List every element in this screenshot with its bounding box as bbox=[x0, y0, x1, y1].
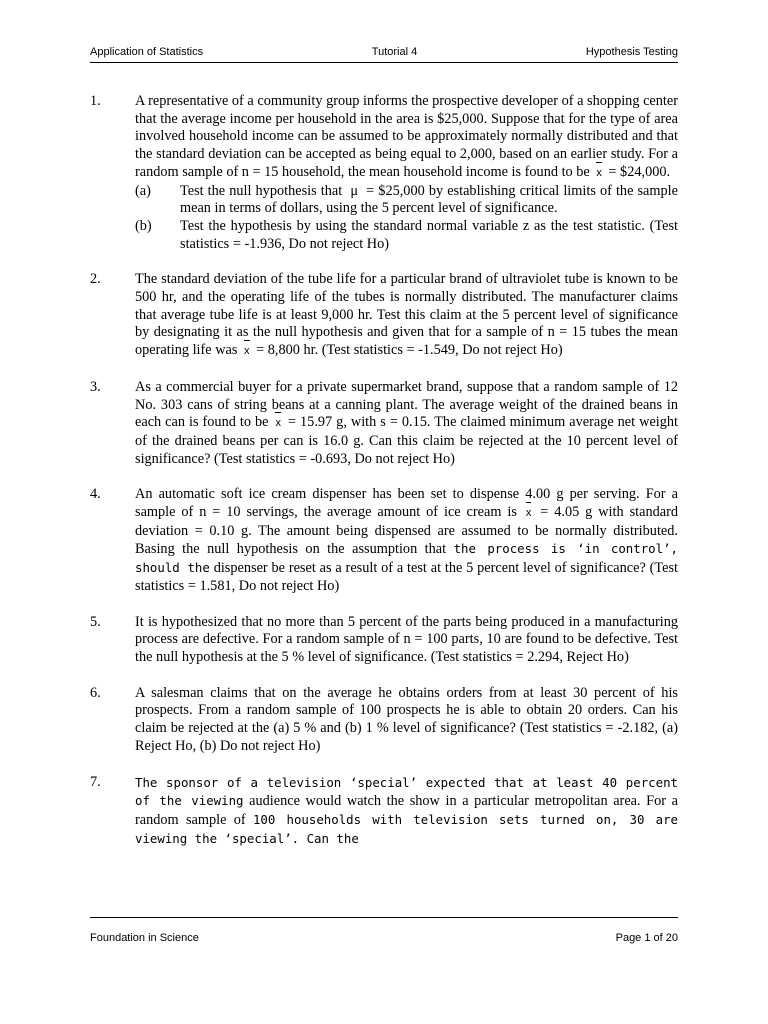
question-number: 4. bbox=[90, 486, 101, 503]
question-text-cont: = $24,000. bbox=[608, 163, 671, 180]
page-footer bbox=[90, 932, 678, 944]
question-text-cont: = 8,800 hr. (Test statistics = -1.549, Do not reject Ho) bbox=[256, 342, 563, 359]
header-divider bbox=[90, 62, 678, 63]
x-bar-symbol: x bbox=[593, 165, 605, 183]
question-text-cont: = 4.05 g with standard deviation = 0.10 g. The amount being dispensed are assumed to be normally distributed. Basing the null hypothesis on the assumption that bbox=[135, 504, 678, 558]
part-a bbox=[135, 183, 678, 218]
question-2 bbox=[90, 271, 678, 361]
question-4 bbox=[90, 486, 678, 595]
question-text-cont: = 15.97 g, with s = 0.15. The claimed minimum average net weight of the drained beans per can is 16.0 g. Can this claim be rejected at the 10 percent level of significance? (Test statistics = -0.693, Do not reject Ho) bbox=[135, 414, 679, 467]
question-text-end: dispenser be reset as a result of a test at the 5 percent level of significance? (Test statistics = 1.581, Do not reject Ho) bbox=[135, 560, 678, 594]
question-5 bbox=[90, 614, 678, 667]
question-number: 3. bbox=[90, 378, 101, 395]
part-text: Test the hypothesis by using the standard normal variable z as the test statistic. (Test statistics = -1.936, Do not reject Ho) bbox=[180, 217, 678, 252]
question-number: 7. bbox=[90, 773, 101, 790]
question-text: It is hypothesized that no more than 5 percent of the parts being produced in a manufacturing process are defective. For a random sample of n = 100 parts, 10 are found to be defective. Test the null hypothesis at the 5 % level of significance. (Test statistics = 2.294, Reject Ho) bbox=[135, 613, 678, 665]
x-bar-symbol: x bbox=[241, 343, 253, 361]
header-course: Application of Statistics bbox=[90, 46, 204, 58]
part-label: (b) bbox=[135, 217, 152, 234]
question-1 bbox=[90, 93, 678, 253]
question-number: 2. bbox=[90, 271, 101, 288]
question-text-mono: the process is ‘in control’, should the bbox=[135, 541, 679, 576]
question-text-mono: The sponsor of a television ‘special’ expected that at least 40 percent of the viewing bbox=[135, 774, 678, 809]
page-number: Page 1 of 20 bbox=[615, 932, 678, 944]
question-text-mono-cont: 100 households with television sets turned on, 30 are viewing the ‘special’. Can the bbox=[135, 811, 679, 846]
footer-divider bbox=[90, 917, 678, 918]
header-tutorial: Tutorial 4 bbox=[371, 46, 418, 58]
x-bar-symbol: x bbox=[272, 415, 284, 433]
question-text: audience would watch the show in a particular metropolitan area. For a random sample of bbox=[135, 793, 678, 828]
question-text: An automatic soft ice cream dispenser has been set to dispense 4.00 g per serving. For a sample of n = 10 servings, the average amount of ice cream is bbox=[135, 486, 678, 521]
question-text: A representative of a community group informs the prospective developer of a shopping center that the average income per household in the area is $25,000. Suppose that for the type of area involved household income can be assumed to be approximately normally distributed and that the standard deviation can be accepted as being equal to 2,000, based on an earlier study. For a random sample of n = 15 household, the mean household income is found to be bbox=[135, 93, 678, 180]
footer-program: Foundation in Science bbox=[90, 932, 199, 944]
part-text-cont: = $25,000 by establishing critical limits of the sample mean in terms of dollars, using the 5 percent level of significance. bbox=[180, 182, 678, 217]
part-text: Test the null hypothesis that bbox=[180, 182, 343, 199]
x-bar-symbol: x bbox=[523, 505, 535, 523]
header-topic: Hypothesis Testing bbox=[585, 46, 678, 58]
question-number: 1. bbox=[90, 93, 101, 109]
mu-symbol: μ bbox=[350, 182, 359, 199]
question-text: As a commercial buyer for a private supermarket brand, suppose that a random sample of 12 No. 303 cans of string beans at a canning plant. The average weight of the drained beans in each can is found to be bbox=[135, 378, 678, 431]
question-number: 6. bbox=[90, 684, 101, 701]
question-number: 5. bbox=[90, 613, 101, 630]
question-list bbox=[90, 93, 678, 866]
question-3 bbox=[90, 379, 678, 469]
part-b bbox=[135, 218, 678, 253]
question-text: A salesman claims that on the average he obtains orders from at least 30 percent of his prospects. From a random sample of 100 prospects he is able to obtain 20 orders. Can his claim be rejected at the (a) 5 % and (b) 1 % level of significance? (Test statistics = -2.182, (a) Reject Ho, (b) Do not reject Ho) bbox=[135, 684, 678, 754]
question-6 bbox=[90, 685, 678, 756]
part-label: (a) bbox=[135, 182, 151, 199]
question-7 bbox=[90, 774, 678, 849]
page-header bbox=[90, 46, 678, 58]
question-text: The standard deviation of the tube life for a particular brand of ultraviolet tube is known to be 500 hr, and the operating life of the tubes is normally distributed. The manufacturer claims that average tube life is at least 9,000 hr. Test this claim at the 5 percent level of significance by designating it as the null hypothesis and given that for a sample of n = 15 tubes the mean operating life was bbox=[135, 271, 678, 359]
